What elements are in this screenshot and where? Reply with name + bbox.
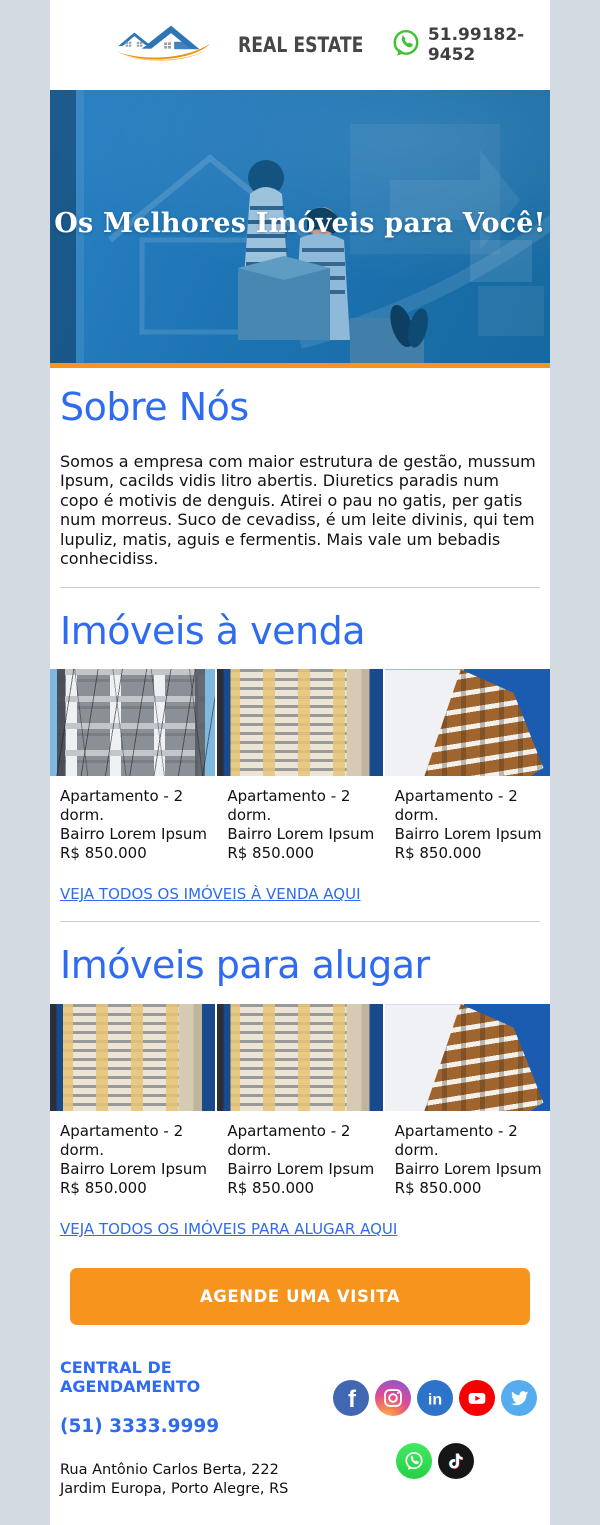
listing-photo[interactable] <box>385 669 550 776</box>
listing-price: R$ 850.000 <box>227 1179 315 1198</box>
listing-card <box>385 669 550 863</box>
listing-title: Apartamento - 2 dorm. <box>227 787 351 825</box>
listing-price: R$ 850.000 <box>227 844 315 863</box>
listing-price: R$ 850.000 <box>394 844 482 863</box>
header-whatsapp-contact[interactable] <box>391 25 534 65</box>
section-divider <box>60 587 540 588</box>
brand-name: REAL ESTATE <box>238 33 364 57</box>
rent-section <box>50 944 550 1238</box>
listing-photo[interactable] <box>50 669 215 776</box>
listing-card <box>217 1004 382 1198</box>
brand-logo <box>112 15 391 75</box>
listing-neighborhood: Bairro Lorem Ipsum <box>60 1160 207 1179</box>
listing-photo[interactable] <box>385 1004 550 1111</box>
svg-text:f: f <box>348 1386 356 1414</box>
facebook-icon[interactable] <box>333 1380 369 1416</box>
listing-price: R$ 850.000 <box>60 844 147 863</box>
listing-photo[interactable] <box>217 1004 382 1111</box>
address-line-1: Rua Antônio Carlos Berta, 222 <box>60 1462 279 1479</box>
tiktok-icon[interactable] <box>438 1443 474 1479</box>
sale-heading: Imóveis à venda <box>60 608 365 653</box>
listing-photo[interactable] <box>217 669 382 776</box>
footer-address <box>60 1461 310 1499</box>
rent-heading: Imóveis para alugar <box>60 943 430 988</box>
house-logo-icon <box>112 15 230 75</box>
sale-cards-row <box>50 669 550 863</box>
svg-text:in: in <box>427 1391 443 1409</box>
listing-card <box>50 669 215 863</box>
about-heading: Sobre Nós <box>60 385 249 429</box>
listing-card <box>50 1004 215 1198</box>
rent-cards-row <box>50 1004 550 1198</box>
about-section <box>50 386 550 569</box>
listing-neighborhood: Bairro Lorem Ipsum <box>394 825 542 844</box>
footer-phone[interactable]: (51) 3333.9999 <box>60 1416 220 1438</box>
section-divider <box>60 921 540 922</box>
youtube-icon[interactable] <box>459 1380 495 1416</box>
rent-see-all-link[interactable]: VEJA TODOS OS IMÓVEIS PARA ALUGAR AQUI <box>60 1220 398 1239</box>
whatsapp-icon[interactable] <box>396 1443 432 1479</box>
listing-neighborhood: Bairro Lorem Ipsum <box>60 825 207 844</box>
header <box>50 0 550 90</box>
twitter-icon[interactable] <box>501 1380 537 1416</box>
listing-card <box>385 1004 550 1198</box>
schedule-visit-button[interactable]: AGENDE UMA VISITA <box>70 1268 530 1325</box>
listing-title: Apartamento - 2 dorm. <box>227 1122 351 1160</box>
header-phone-number: 51.99182-9452 <box>427 25 525 65</box>
listing-title: Apartamento - 2 dorm. <box>394 1122 518 1160</box>
listing-photo[interactable] <box>50 1004 215 1111</box>
listing-price: R$ 850.000 <box>394 1179 482 1198</box>
listing-title: Apartamento - 2 dorm. <box>60 1122 184 1160</box>
listing-neighborhood: Bairro Lorem Ipsum <box>227 825 375 844</box>
listing-card <box>217 669 382 863</box>
linkedin-icon[interactable] <box>417 1380 453 1416</box>
footer <box>50 1358 550 1525</box>
footer-heading: CENTRAL DE AGENDAMENTO <box>60 1358 201 1397</box>
sale-see-all-link[interactable]: VEJA TODOS OS IMÓVEIS À VENDA AQUI <box>60 885 361 904</box>
listing-neighborhood: Bairro Lorem Ipsum <box>394 1160 542 1179</box>
listing-neighborhood: Bairro Lorem Ipsum <box>227 1160 375 1179</box>
about-text: Somos a empresa com maior estrutura de gestão, mussum Ipsum, cacilds vidis litro abertis. Diuretics paradis num copo é motivis de denguis. Atirei o pau no gatis, per gatis num morreus. Suco de cevadiss, é um leite divinis, qui tem lupuliz, matis, aguis e fermentis. Mais vale um bebadis conhecidiss. <box>60 451 536 569</box>
listing-title: Apartamento - 2 dorm. <box>60 787 184 825</box>
social-links <box>330 1380 540 1499</box>
listing-title: Apartamento - 2 dorm. <box>394 787 518 825</box>
email-body <box>50 0 550 1525</box>
listing-price: R$ 850.000 <box>60 1179 147 1198</box>
instagram-icon[interactable] <box>375 1380 411 1416</box>
sale-section <box>50 610 550 904</box>
whatsapp-outline-icon <box>391 28 421 63</box>
address-line-2: Jardim Europa, Porto Alegre, RS <box>60 1481 289 1498</box>
hero-banner <box>50 90 550 368</box>
hero-title: Os Melhores Imóveis para Você! <box>54 208 546 239</box>
